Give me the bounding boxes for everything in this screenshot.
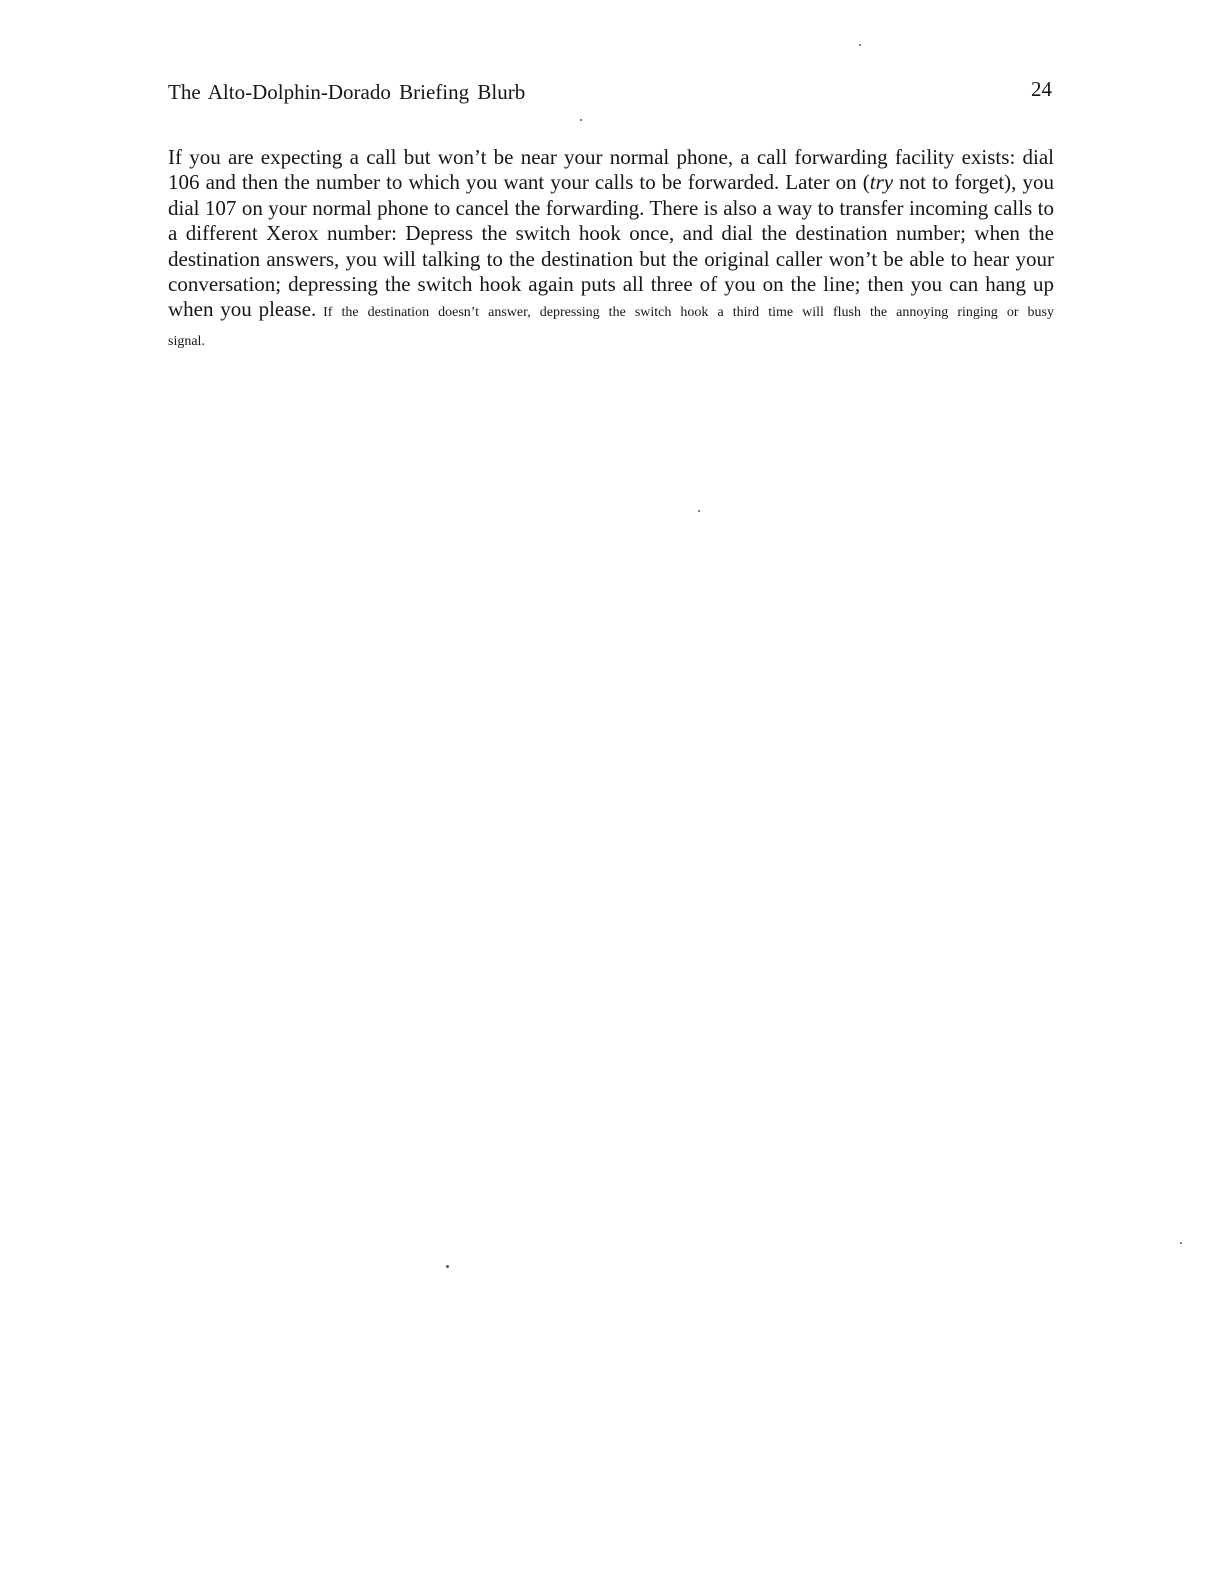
paragraph-text-part-2: not to forget), you dial 107 on your normal phone to cancel the forwarding. There is also a way to transfer incoming calls to a different Xerox number: Depress the switch hook once, and dial the destination number; when the destination answers, you will talking to the destination but the original caller won’t be able to hear your conversation; depressing the switch hook again puts all three of you on the line; then you can hang up when you please.: [168, 170, 1054, 322]
emphasized-word: try: [869, 170, 894, 195]
scan-speck: [859, 44, 861, 46]
running-head: [168, 77, 1054, 110]
scan-speck: [580, 119, 582, 121]
small-print-note: If the destination doesn’t answer, depressing the switch hook a third time will flush the annoying ringing or busy signal.: [168, 305, 1054, 349]
scan-speck: [698, 510, 700, 512]
body-paragraph: [168, 145, 1054, 354]
scan-speck: [1180, 1242, 1182, 1244]
page-number: 24: [1031, 77, 1052, 101]
document-title: The Alto-Dolphin-Dorado Briefing Blurb: [168, 80, 526, 104]
scan-speck: [446, 1265, 449, 1268]
paragraph-text-part-1: If you are expecting a call but won’t be near your normal phone, a call forwarding facility exists: dial 106 and then the number to which you want your calls to be forwarded. Later on (: [168, 145, 1054, 195]
